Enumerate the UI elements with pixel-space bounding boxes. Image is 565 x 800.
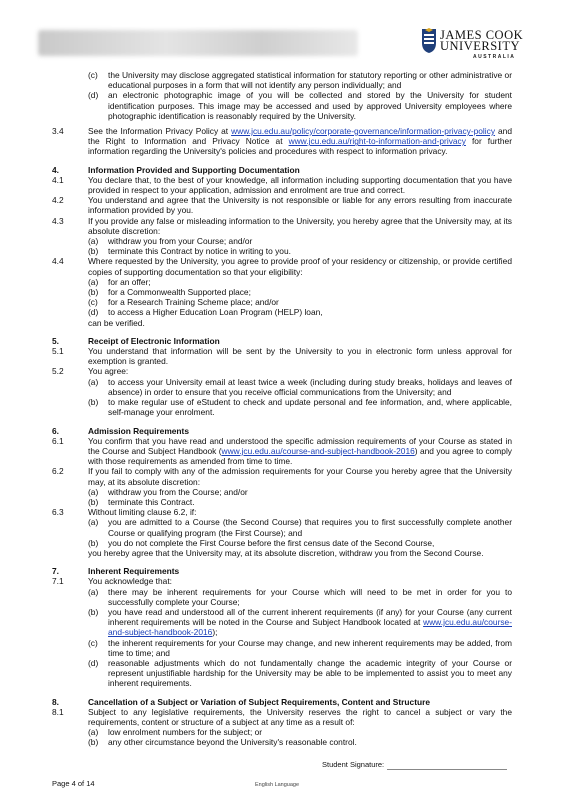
document-body [52, 70, 512, 748]
clause-7-1-d: (d) reasonable adjustments which do not fundamentally change the academic integrity of your Course or represent unjustifiable hardship for the University may be able to be implemented to assist you to meet any inherent requirements. [88, 657, 512, 689]
footer-language: English Language [255, 782, 300, 788]
clause-5-2: 5.2 You agree: [52, 366, 129, 377]
clause-4-4-a: (a) for an offer; [88, 276, 151, 287]
clause-8-1-b: (b) any other circumstance beyond the University's reasonable control. [88, 737, 357, 748]
clause-6-2-a: (a) withdraw you from the Course; and/or [88, 486, 248, 497]
clause-6-2-b: (b) terminate this Contract. [88, 496, 195, 507]
clause-4-4: 4.4 Where requested by the University, you agree to provide proof of your residency or citizenship, or provide certified copies of supporting documentation so that your eligibility: [52, 256, 512, 277]
clause-3-4: 3.4 See the Information Privacy Policy at www.jcu.edu.au/policy/corporate-governance/information-privacy-policy and the Right to Information and Privacy Notice at www.jcu.edu.au/right-to-information-and-privacy for further information regarding the University's policies and procedures with respect to information privacy. [52, 126, 513, 157]
section-7-heading: 7. Inherent Requirements [52, 566, 180, 577]
clause-3-3-c: (c) the University may disclose aggregated statistical information for statutory reporting or other administrative or educational purposes in a form that will not identify any person individually; and [88, 70, 512, 91]
clause-4-3: 4.3 If you provide any false or misleading information to the University, you hereby agree that the University may, at its absolute discretion: [52, 215, 512, 236]
handbook-link[interactable]: www.jcu.edu.au/course-and-subject-handbook-2016 [221, 445, 415, 456]
privacy-policy-link[interactable]: www.jcu.edu.au/policy/corporate-governance/information-privacy-policy [231, 126, 496, 137]
clause-6-3-b: (b) you do not complete the First Course before the first census date of the Second Course, [88, 537, 435, 548]
clause-4-3-a: (a) withdraw you from your Course; and/or [88, 236, 253, 247]
logo-line-3: AUSTRALIA [473, 54, 516, 60]
section-6-heading: 6. Admission Requirements [52, 425, 189, 436]
clause-5-2-a: (a) to access your University email at least twice a week (including during study breaks, holidays and leaves of absence) in order to ensure that you receive official communications from the University; and [88, 376, 512, 397]
clause-6-3-tail: you hereby agree that the University may, at its absolute discretion, withdraw you from the Second Course. [88, 547, 484, 558]
clause-6-3-a: (a) you are admitted to a Course (the Second Course) that requires you to first successfully complete another Course or qualifying program (the First Course); and [88, 517, 512, 538]
clause-4-4-tail: can be verified. [88, 317, 145, 328]
clause-7-1-a: (a) there may be inherent requirements for your Course which will need to be met in order for you to successfully complete your Course; [88, 586, 512, 607]
section-5-heading: 5. Receipt of Electronic Information [52, 335, 220, 346]
logo-line-1: JAMES COOK [440, 28, 524, 42]
handbook-link-2[interactable]: www.jcu.edu.au/course-and-subject-handbook-2016 [108, 617, 512, 638]
page-number: Page 4 of 14 [52, 779, 95, 788]
clause-5-2-b: (b) to make regular use of eStudent to check and update personal and fee information, and, where applicable, self-manage your enrolment. [88, 397, 512, 418]
clause-6-1: 6.1 You confirm that you have read and understood the specific admission requirements of your Course as stated in the Course and Subject Handbook (www.jcu.edu.au/course-and-subject-handbook-2016) and you agree to comply with those requirements as amended from time to time. [52, 435, 512, 467]
redacted-header [38, 30, 358, 56]
university-crest-icon [421, 28, 437, 54]
clause-3-3-d: (d) an electronic photographic image of you will be collected and stored by the University for student identification purposes. This image may be accessed and used by approved University employees where photographic identification is reasonably required by the University. [88, 90, 512, 121]
clause-7-1-b: (b) you have read and understood all of the current inherent requirements (if any) for your Course (any current inherent requirements will be noted in the Course and Subject Handbook located at www.jcu.edu.au/course-and-subject-handbook-2016); [88, 606, 512, 638]
clause-4-4-b: (b) for a Commonwealth Supported place; [88, 287, 251, 298]
section-4-heading: 4. Information Provided and Supporting Documentation [52, 164, 300, 175]
clause-5-1: 5.1 You understand that information will be sent by the University to you in electronic form unless approval for exemption is granted. [52, 346, 512, 367]
section-8-heading: 8. Cancellation of a Subject or Variation of Subject Requirements, Content and Structure [52, 696, 431, 707]
signature-line[interactable] [387, 762, 507, 770]
clause-4-2: 4.2 You understand and agree that the University is not responsible or liable for any errors resulting from inaccurate information provided by you. [52, 195, 512, 216]
clause-4-1: 4.1 You declare that, to the best of your knowledge, all information including supporting documentation that you have provided in respect to your application, admission and enrolment are true and correct. [52, 174, 512, 196]
university-logo [421, 24, 539, 64]
clause-7-1: 7.1 You acknowledge that: [52, 576, 172, 587]
clause-6-3: 6.3 Without limiting clause 6.2, if: [52, 507, 197, 518]
logo-line-2: UNIVERSITY [440, 39, 520, 53]
clause-8-1-a: (a) low enrolment numbers for the subject; or [88, 727, 263, 738]
right-to-information-link[interactable]: www.jcu.edu.au/right-to-information-and-privacy [288, 136, 466, 147]
clause-4-4-c: (c) for a Research Training Scheme place; and/or [88, 297, 279, 308]
clause-8-1: 8.1 Subject to any legislative requirements, the University reserves the right to cancel a subject or vary the requirements, content or structure of a subject at any time as a result of: [52, 706, 512, 727]
student-signature: Student Signature: [322, 760, 507, 770]
clause-6-2: 6.2 If you fail to comply with any of the admission requirements for your Course you hereby agree that the University may, at its absolute discretion: [52, 466, 512, 487]
clause-4-3-b: (b) terminate this Contract by notice in writing to you. [88, 246, 291, 257]
clause-7-1-c: (c) the inherent requirements for your Course may change, and new inherent requirements may be added, from time to time; and [88, 637, 512, 658]
clause-4-4-d: (d) to access a Higher Education Loan Program (HELP) loan, [88, 307, 323, 318]
